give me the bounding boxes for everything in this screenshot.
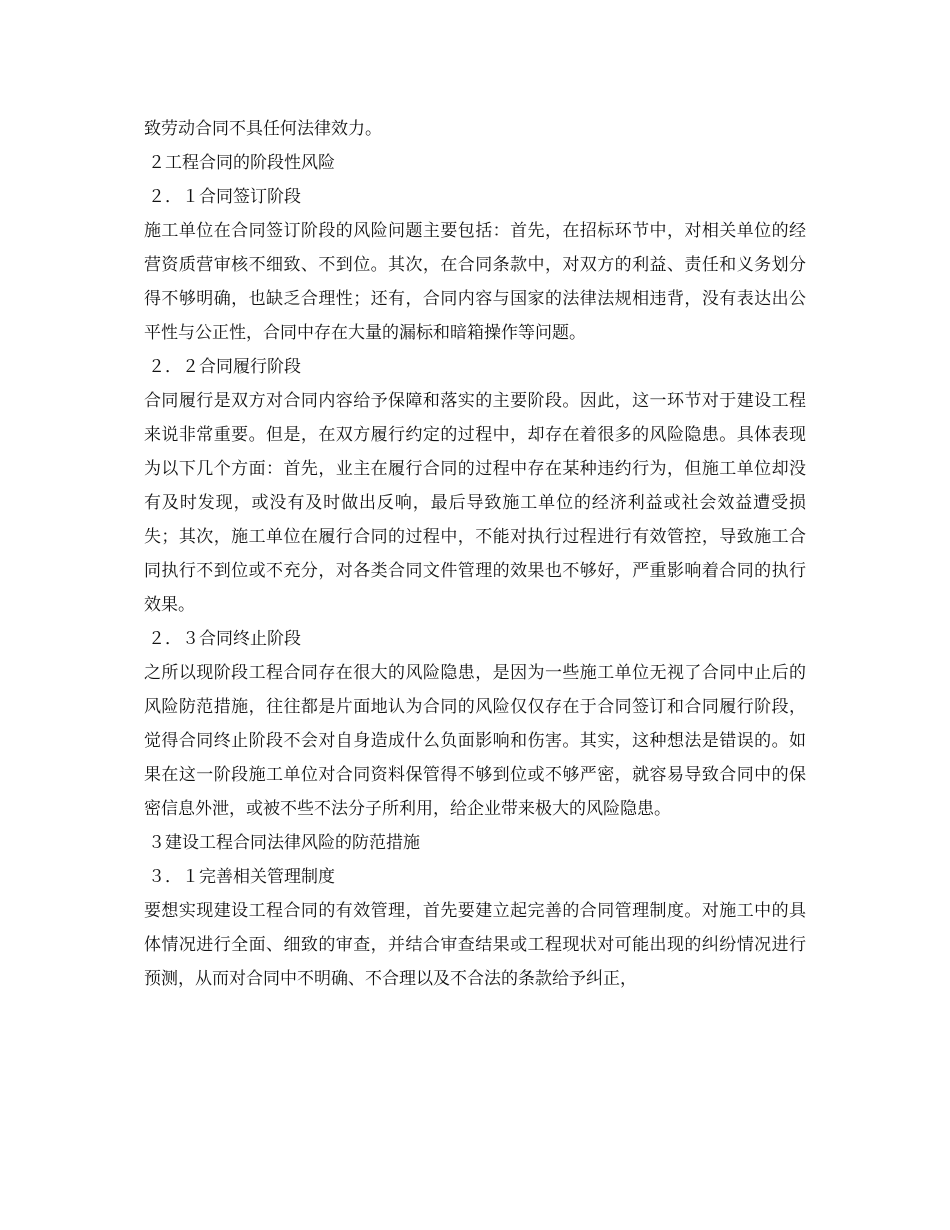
subsection-heading: ３．１完善相关管理制度	[148, 867, 335, 887]
document-body	[144, 112, 806, 996]
subsection-heading: ２．１合同签订阶段	[148, 187, 301, 207]
paragraph: 致劳动合同不具任何法律效力。	[144, 119, 382, 139]
section-heading: ２工程合同的阶段性风险	[148, 153, 335, 173]
section-heading: ３建设工程合同法律风险的防范措施	[148, 833, 420, 853]
paragraph: 施工单位在合同签订阶段的风险问题主要包括：首先，在招标环节中，对相关单位的经营资质营审核不细致、不到位。其次，在合同条款中，对双方的利益、责任和义务划分得不够明确，也缺乏合理性；还有，合同内容与国家的法律法规相违背，没有表达出公平性与公正性，合同中存在大量的漏标和暗箱操作等问题。	[144, 221, 806, 343]
paragraph: 之所以现阶段工程合同存在很大的风险隐患，是因为一些施工单位无视了合同中止后的风险防范措施，往往都是片面地认为合同的风险仅仅存在于合同签订和合同履行阶段，觉得合同终止阶段不会对自身造成什么负面影响和伤害。其实，这种想法是错误的。如果在这一阶段施工单位对合同资料保管得不够到位或不够严密，就容易导致合同中的保密信息外泄，或被不些不法分子所利用，给企业带来极大的风险隐患。	[144, 663, 806, 819]
subsection-heading: ２．２合同履行阶段	[148, 357, 301, 377]
subsection-heading: ２．３合同终止阶段	[148, 629, 301, 649]
paragraph: 要想实现建设工程合同的有效管理，首先要建立起完善的合同管理制度。对施工中的具体情况进行全面、细致的审查，并结合审查结果或工程现状对可能出现的纠纷情况进行预测，从而对合同中不明确、不合理以及不合法的条款给予纠正，	[144, 901, 806, 989]
paragraph: 合同履行是双方对合同内容给予保障和落实的主要阶段。因此，这一环节对于建设工程来说非常重要。但是，在双方履行约定的过程中，却存在着很多的风险隐患。具体表现为以下几个方面：首先，业主在履行合同的过程中存在某种违约行为，但施工单位却没有及时发现，或没有及时做出反响，最后导致施工单位的经济利益或社会效益遭受损失；其次，施工单位在履行合同的过程中，不能对执行过程进行有效管控，导致施工合同执行不到位或不充分，对各类合同文件管理的效果也不够好，严重影响着合同的执行效果。	[144, 391, 806, 615]
